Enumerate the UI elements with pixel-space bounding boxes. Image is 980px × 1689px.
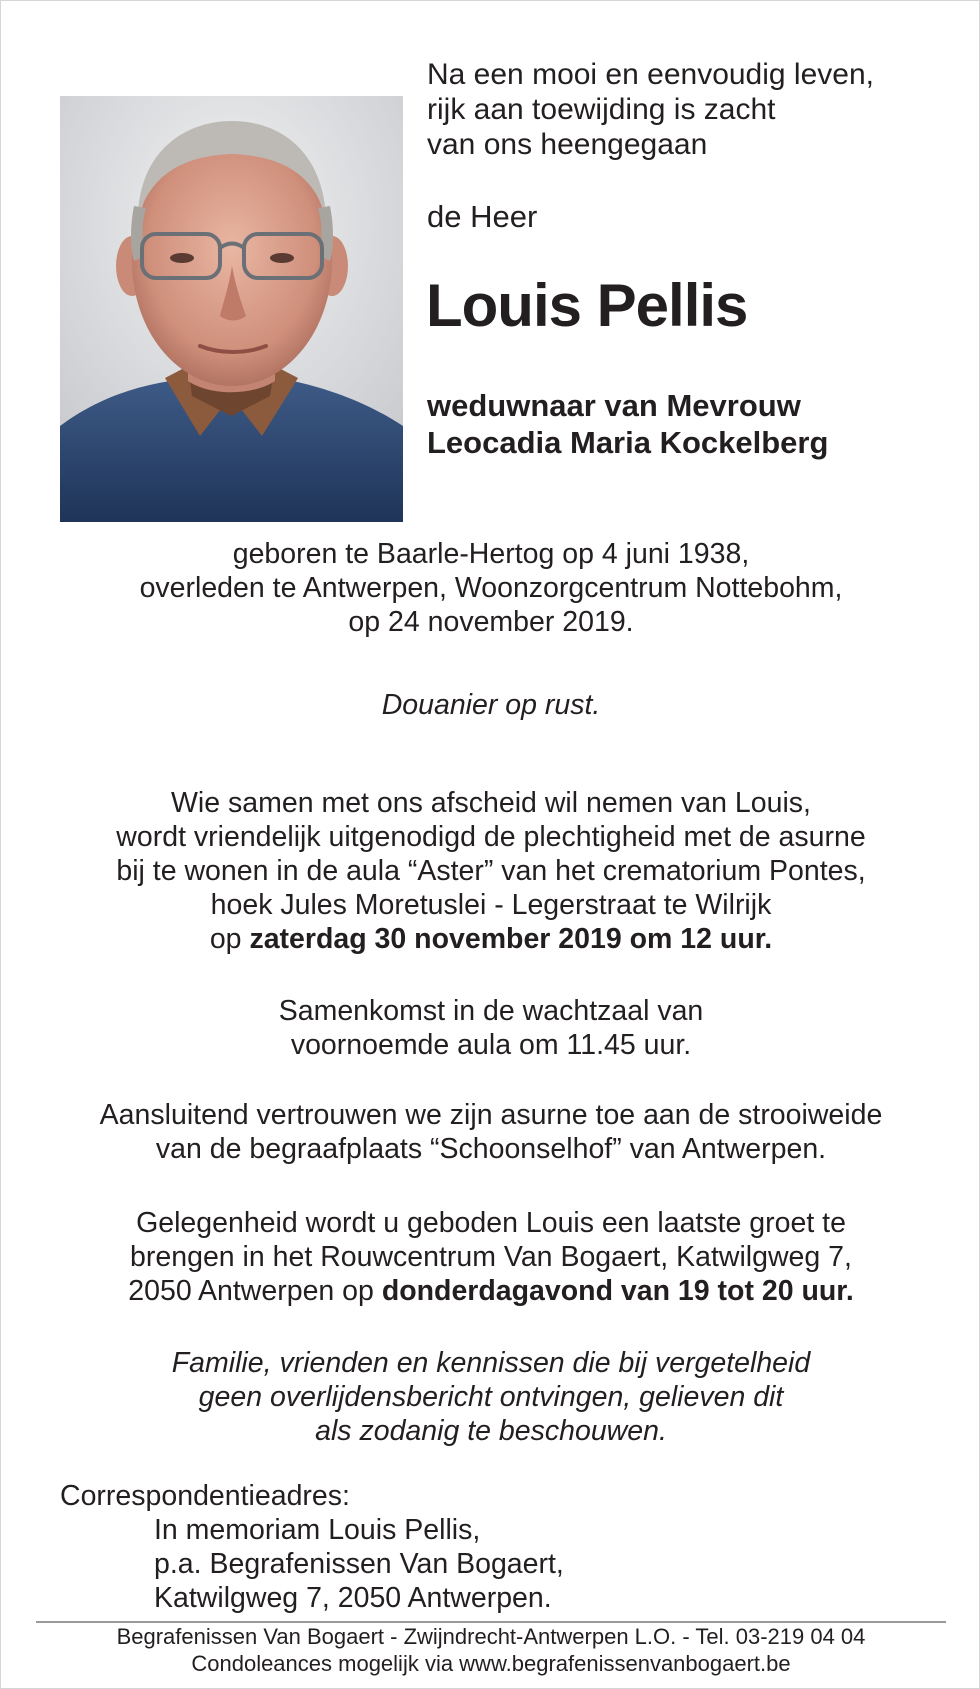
viewing-line: brengen in het Rouwcentrum Van Bogaert, Katwilgweg 7, (130, 1241, 852, 1273)
spouse-line: weduwnaar van Mevrouw (427, 388, 801, 423)
ceremony-line: Wie samen met ons afscheid wil nemen van Louis, (171, 787, 811, 819)
scattering-line: Aansluitend vertrouwen we zijn asurne toe aan de strooiweide (99, 1099, 883, 1131)
honorific: de Heer (427, 199, 538, 234)
footer-contact: Begrafenissen Van Bogaert - Zwijndrecht-Antwerpen L.O. - Tel. 03-219 04 04 (116, 1624, 866, 1649)
scattering-block (1, 1098, 980, 1166)
birth-line: geboren te Baarle-Hertog op 4 juni 1938, (232, 538, 750, 570)
correspondence-label: Correspondentieadres: (60, 1480, 350, 1512)
death-line: overleden te Antwerpen, Woonzorgcentrum Nottebohm, (139, 572, 843, 604)
portrait-illustration (60, 96, 403, 522)
ceremony-date: zaterdag 30 november 2019 om 12 uur. (249, 923, 773, 955)
viewing-date: donderdagavond van 19 tot 20 uur. (381, 1275, 854, 1307)
intro-line: Na een mooi en eenvoudig leven, (427, 58, 874, 91)
intro-line: rijk aan toewijding is zacht (427, 93, 776, 126)
gathering-line: Samenkomst in de wachtzaal van (278, 995, 704, 1027)
deceased-name: Louis Pellis (426, 272, 748, 339)
ceremony-line: bij te wonen in de aula “Aster” van het crematorium Pontes, (116, 855, 866, 887)
birth-death-block (1, 537, 980, 639)
ceremony-line: wordt vriendelijk uitgenodigd de plechtigheid met de asurne (116, 821, 866, 853)
scattering-line: van de begraafplaats “Schoonselhof” van Antwerpen. (155, 1133, 827, 1165)
viewing-line: Gelegenheid wordt u geboden Louis een laatste groet te (136, 1207, 846, 1239)
profession: Douanier op rust. (381, 689, 601, 721)
gathering-line: voornoemde aula om 11.45 uur. (290, 1029, 692, 1061)
spouse-block (427, 387, 967, 461)
footer-condolences: Condoleances mogelijk via www.begrafenissenvanbogaert.be (191, 1651, 791, 1676)
footer (1, 1623, 980, 1677)
ceremony-block (1, 786, 980, 956)
correspondence-block (60, 1479, 564, 1615)
correspondence-line: p.a. Begrafenissen Van Bogaert, (154, 1548, 564, 1580)
ceremony-date-line (1, 922, 980, 956)
correspondence-line: Katwilgweg 7, 2050 Antwerpen. (154, 1582, 552, 1614)
death-date-line: op 24 november 2019. (348, 606, 634, 638)
viewing-block (1, 1206, 980, 1308)
notice-block (1, 1346, 980, 1448)
portrait-photo (60, 96, 403, 522)
correspondence-line: In memoriam Louis Pellis, (154, 1514, 481, 1546)
intro-line: van ons heengegaan (427, 128, 708, 161)
viewing-date-line (1, 1274, 980, 1308)
spouse-line: Leocadia Maria Kockelberg (427, 425, 829, 460)
intro-text (427, 57, 947, 162)
notice-line: geen overlijdensbericht ontvingen, gelieven dit (198, 1381, 784, 1413)
ceremony-date-prefix: op (209, 923, 250, 955)
viewing-prefix: 2050 Antwerpen op (128, 1275, 382, 1307)
gathering-block (1, 994, 980, 1062)
notice-line: Familie, vrienden en kennissen die bij vergetelheid (171, 1347, 811, 1379)
ceremony-line: hoek Jules Moretuslei - Legerstraat te Wilrijk (210, 889, 772, 921)
notice-line: als zodanig te beschouwen. (315, 1415, 667, 1447)
